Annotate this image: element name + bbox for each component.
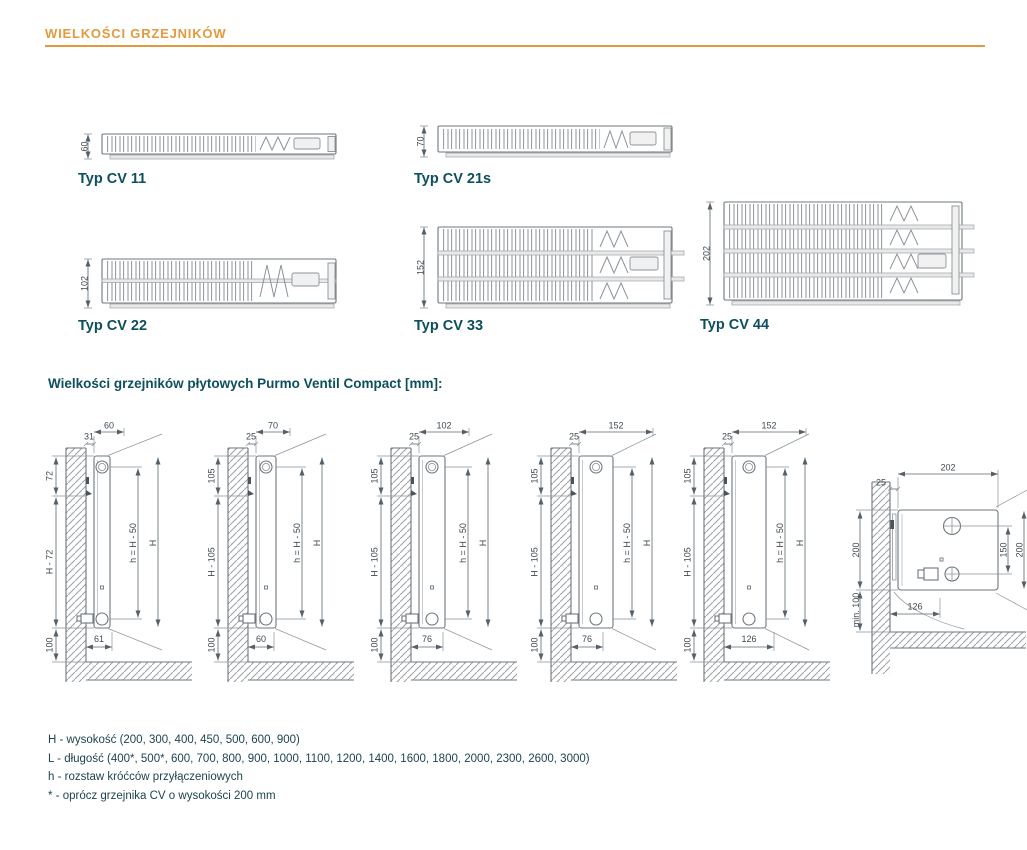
dim-depth: 102 [436, 420, 452, 431]
type-label-cv33: Typ CV 33 [414, 318, 484, 334]
dim-bottom: 100 [44, 637, 55, 653]
dim-middle: H - 105 [206, 547, 217, 577]
dim-pipe-offset: 60 [255, 634, 267, 644]
cross-section-cv33 [525, 420, 683, 688]
dim-top: 105 [682, 468, 693, 484]
top-view-drawing-cv33 [414, 221, 684, 315]
dim-depth: 70 [267, 420, 279, 431]
type-label-cv22: Typ CV 22 [78, 318, 148, 334]
detail-view-drawing [836, 462, 1027, 692]
dim-top: 105 [369, 468, 380, 484]
top-view-cv33 [414, 221, 684, 334]
detail-view-cv-200 [836, 462, 1027, 692]
type-label-cv11: Typ CV 11 [78, 171, 147, 187]
cross-section-cv44 [678, 420, 836, 688]
dim-bottom: 100 [206, 637, 217, 653]
depth-dimension-label: 60 [79, 141, 90, 152]
dim-pipe-offset: 76 [581, 634, 593, 644]
depth-dimension-label: 202 [701, 245, 712, 262]
dim-wall-gap: 25 [875, 477, 886, 488]
dim-h-formula: h = H - 50 [292, 523, 302, 563]
dim-wall-gap: 25 [408, 431, 420, 442]
footnote-exception: * - oprócz grzejnika CV o wysokości 200 mm [48, 789, 276, 802]
dim-height: H [795, 539, 805, 547]
dim-floor-clearance: min. 100 [851, 592, 861, 628]
dim-wall-gap: 31 [83, 431, 95, 442]
dim-middle: H - 105 [529, 547, 540, 577]
dim-port-spacing: 150 [998, 542, 1009, 558]
dim-depth: 152 [608, 420, 624, 431]
dim-depth: 152 [761, 420, 777, 431]
top-view-drawing-cv11 [78, 128, 340, 168]
top-view-drawing-cv21s [414, 120, 676, 168]
dim-h-formula: h = H - 50 [622, 523, 632, 563]
top-view-cv22 [78, 253, 340, 334]
cross-section-cv21s [202, 420, 360, 688]
dim-height: H [148, 539, 158, 547]
dim-pipe-offset: 61 [93, 634, 105, 644]
footnote-length: L - długość (400*, 500*, 600, 700, 800, 900, 1000, 1100, 1200, 1400, 1600, 1800, 2000, 2300, 2600, 3000) [48, 752, 590, 765]
dim-height: H [478, 539, 488, 547]
header-rule [45, 45, 985, 47]
dim-height: H [642, 539, 652, 547]
footnote-height: H - wysokość (200, 300, 400, 450, 500, 600, 900) [48, 734, 300, 746]
dim-pipe-offset: 76 [421, 634, 433, 644]
dim-pipe-offset: 126 [741, 634, 757, 644]
footnote-port-spacing: h - rozstaw króćców przyłączeniowych [48, 771, 243, 783]
dim-depth: 202 [940, 462, 956, 473]
type-label-cv44: Typ CV 44 [700, 317, 770, 333]
dim-top: 72 [44, 470, 55, 482]
cross-section-drawing-cv21s [202, 420, 360, 688]
dim-height-right: 200 [1014, 542, 1025, 558]
dim-middle: H - 72 [44, 549, 55, 575]
dim-bottom: 100 [682, 637, 693, 653]
section-heading: Wielkości grzejników płytowych Purmo Ventil Compact [mm]: [48, 376, 443, 391]
dim-top: 105 [206, 468, 217, 484]
dim-height-left: 200 [851, 542, 861, 558]
footnotes [48, 731, 590, 805]
dim-middle: H - 105 [369, 547, 380, 577]
dim-wall-gap: 25 [721, 431, 733, 442]
depth-dimension-label: 152 [415, 259, 426, 276]
top-view-drawing-cv44 [700, 196, 982, 314]
dim-bottom: 100 [369, 637, 380, 653]
depth-dimension-label: 70 [415, 136, 426, 147]
dim-top: 105 [529, 468, 540, 484]
dim-wall-gap: 25 [245, 431, 257, 442]
dim-h-formula: h = H - 50 [128, 523, 138, 563]
dim-bottom: 100 [529, 637, 540, 653]
dim-depth: 60 [103, 420, 115, 431]
cross-section-drawing-cv44 [678, 420, 836, 688]
top-view-cv44 [700, 196, 982, 333]
top-view-drawing-cv22 [78, 253, 340, 315]
dim-wall-gap: 25 [568, 431, 580, 442]
top-view-cv21s [414, 120, 676, 187]
cross-section-cv22 [365, 420, 523, 688]
cross-section-drawing-cv22 [365, 420, 523, 688]
cross-section-drawing-cv11 [40, 420, 198, 688]
type-label-cv21s: Typ CV 21s [414, 171, 492, 187]
dim-height: H [312, 539, 322, 547]
dim-pipe-offset: 126 [907, 601, 923, 612]
dim-h-formula: h = H - 50 [458, 523, 468, 563]
page-title: WIELKOŚCI GRZEJNIKÓW [45, 26, 227, 41]
dim-middle: H - 105 [682, 547, 693, 577]
cross-section-drawing-cv33 [525, 420, 683, 688]
dim-h-formula: h = H - 50 [775, 523, 785, 563]
top-view-cv11 [78, 128, 340, 187]
depth-dimension-label: 102 [79, 275, 90, 292]
cross-section-cv11 [40, 420, 198, 688]
